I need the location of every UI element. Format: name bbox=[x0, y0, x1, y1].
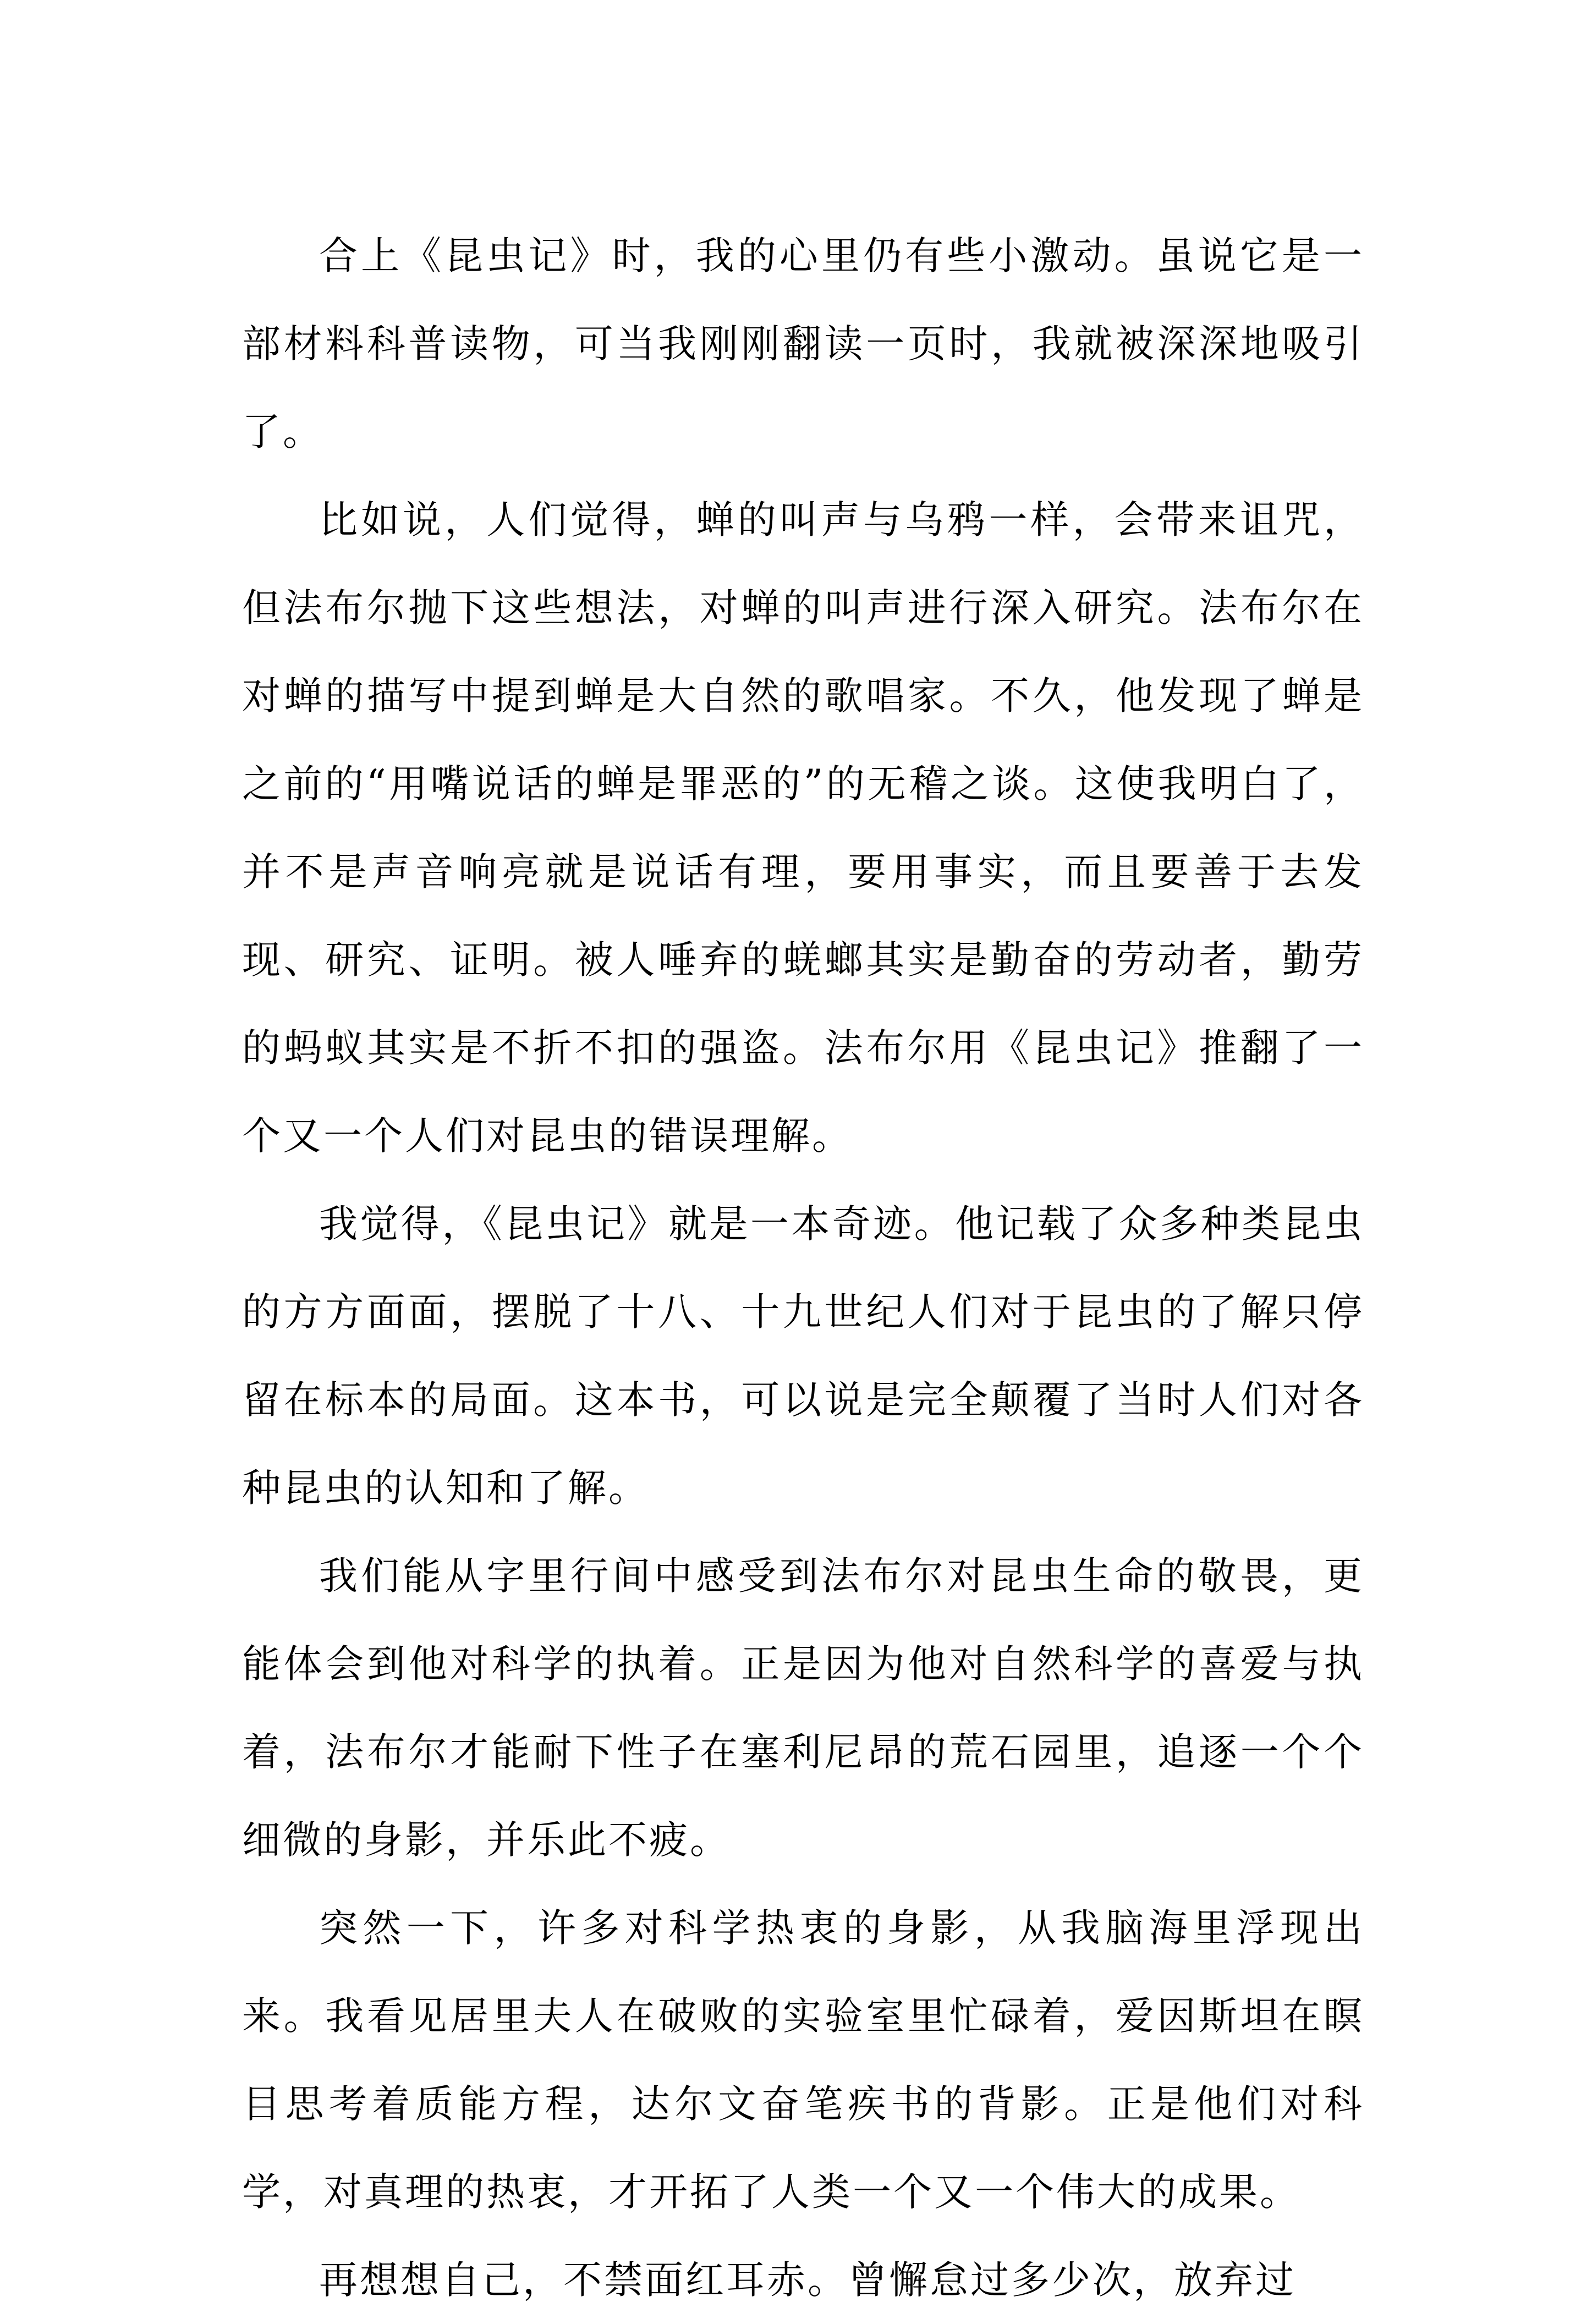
essay-body bbox=[242, 212, 1364, 2324]
paragraph-4: 我们能从字里行间中感受到法布尔对昆虫生命的敬畏，更能体会到他对科学的执着。正是因为他对自然科学的喜爱与执着，法布尔才能耐下性子在塞利尼昂的荒石园里，追逐一个个细微的身影，并乐此不疲。 bbox=[242, 1553, 1364, 1863]
paragraph-3: 我觉得，《昆虫记》就是一本奇迹。他记载了众多种类昆虫的方方面面，摆脱了十八、十九世纪人们对于昆虫的了解只停留在标本的局面。这本书，可以说是完全颠覆了当时人们对各种昆虫的认知和了解。 bbox=[242, 1201, 1364, 1510]
paragraph-6: 再想想自己，不禁面红耳赤。曾懈怠过多少次，放弃过 bbox=[319, 2257, 1296, 2303]
paragraph-2: 比如说，人们觉得，蝉的叫声与乌鸦一样，会带来诅咒，但法布尔抛下这些想法，对蝉的叫声进行深入研究。法布尔在对蝉的描写中提到蝉是大自然的歌唱家。不久，他发现了蝉是之前的“用嘴说话的蝉是罪恶的”的无稽之谈。这使我明白了，并不是声音响亮就是说话有理，要用事实，而且要善于去发现、研究、证明。被人唾弃的蜣螂其实是勤奋的劳动者，勤劳的蚂蚁其实是不折不扣的强盗。法布尔用《昆虫记》推翻了一个又一个人们对昆虫的错误理解。 bbox=[242, 497, 1364, 1158]
paragraph-1: 合上《昆虫记》时，我的心里仍有些小激动。虽说它是一部材料科普读物，可当我刚刚翻读一页时，我就被深深地吸引了。 bbox=[242, 233, 1364, 454]
paragraph-5: 突然一下，许多对科学热衷的身影，从我脑海里浮现出来。我看见居里夫人在破败的实验室里忙碌着，爱因斯坦在瞑目思考着质能方程，达尔文奋笔疾书的背影。正是他们对科学，对真理的热衷，才开拓了人类一个又一个伟大的成果。 bbox=[242, 1905, 1364, 2215]
